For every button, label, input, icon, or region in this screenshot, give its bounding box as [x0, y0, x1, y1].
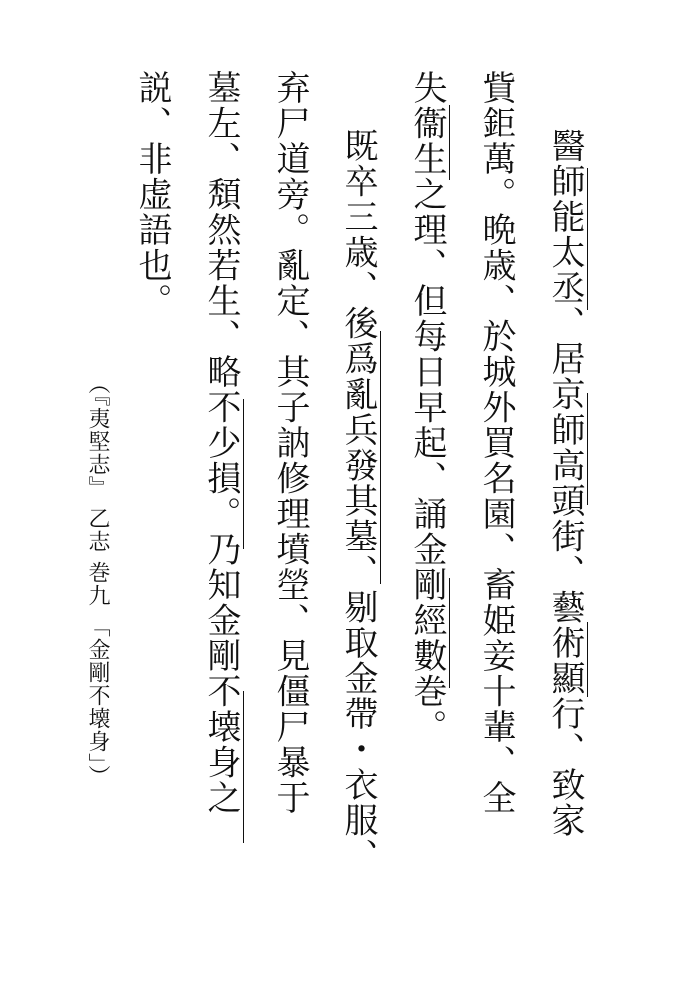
proper-noun-line: [449, 578, 450, 688]
text-column-6: 墓左、頽然若生、略不少損。乃知金剛不壊身之: [201, 70, 241, 816]
source-citation: （『夷堅志』 乙志 巻九 「金剛不壊身」）: [85, 372, 110, 788]
proper-noun-line: [449, 105, 450, 180]
proper-noun-line: [587, 168, 588, 310]
proper-noun-line: [243, 399, 244, 549]
text-column-5: 弃尸道旁。亂定、其子訥修理墳塋、見僵尸暴于: [270, 70, 310, 816]
proper-noun-line: [243, 691, 244, 843]
text-column-4: 既卒三歳、後爲亂兵發其墓、剔取金帶・衣服、: [338, 128, 378, 874]
text-column-7: 説、非虚語也。: [132, 70, 172, 319]
text-column-2: 貲鉅萬。晩歳、於城外買名園、畜姫妾十輩、全: [476, 70, 516, 816]
text-column-1: 醫師能太丞、居京師高頭街、藝術顯行、致家: [545, 128, 585, 838]
proper-noun-line: [380, 331, 381, 584]
proper-noun-line: [587, 622, 588, 697]
proper-noun-line: [587, 393, 588, 505]
text-column-3: 失衞生之理、但每日早起、誦金剛經數巻。: [407, 70, 447, 745]
